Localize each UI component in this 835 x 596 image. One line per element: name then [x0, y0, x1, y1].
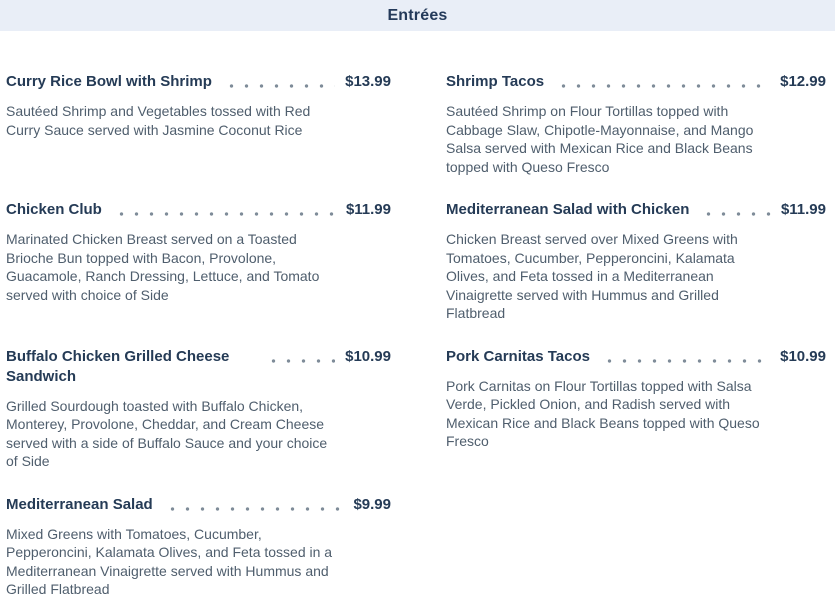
menu-item-buffalo-chicken-grilled-cheese — [6, 347, 391, 471]
item-price: $11.99 — [345, 201, 391, 218]
item-name: Shrimp Tacos — [446, 73, 545, 90]
item-price: $11.99 — [780, 201, 826, 218]
section-title: Entrées — [387, 6, 448, 24]
item-description: Pork Carnitas on Flour Tortillas topped with Salsa Verde, Pickled Onion, and Radish served with Mexican Rice and Black Beans topped with Queso Fresco — [446, 377, 760, 449]
dotted-leader — [222, 72, 335, 92]
menu-item-chicken-club — [6, 200, 391, 304]
item-name: Mediterranean Salad with Chicken — [446, 201, 690, 218]
menu-item-curry-rice-bowl — [6, 72, 391, 139]
dotted-leader — [264, 347, 335, 367]
item-header — [6, 495, 391, 515]
item-name: Pork Carnitas Tacos — [446, 347, 590, 365]
item-description: Marinated Chicken Breast served on a Toasted Brioche Bun topped with Bacon, Provolone, Guacamole, Ranch Dressing, Lettuce, and Tomato served with choice of Side — [6, 231, 320, 303]
item-header — [6, 347, 391, 387]
item-price: $12.99 — [780, 73, 826, 90]
dotted-leader — [600, 347, 770, 367]
item-description: Sautéed Shrimp on Flour Tortillas topped with Cabbage Slaw, Chipotle-Mayonnaise, and Mango Salsa served with Mexican Rice and Black Beans topped with Queso Fresco — [446, 103, 754, 175]
dotted-leader — [112, 200, 336, 220]
item-description: Sautéed Shrimp and Vegetables tossed with Red Curry Sauce served with Jasmine Coconut Rice — [6, 103, 311, 138]
item-price: $10.99 — [780, 347, 826, 365]
dotted-leader — [554, 72, 770, 92]
item-header — [446, 347, 826, 367]
menu-grid — [0, 31, 835, 596]
menu-item-pork-carnitas-tacos — [446, 347, 826, 451]
dotted-leader — [163, 495, 344, 515]
item-header — [446, 200, 826, 220]
menu-item-shrimp-tacos — [446, 72, 826, 176]
item-name: Buffalo Chicken Grilled Cheese Sandwich — [6, 347, 230, 385]
item-price: $10.99 — [345, 347, 391, 365]
item-description: Mixed Greens with Tomatoes, Cucumber, Pepperoncini, Kalamata Olives, and Feta tossed in a Mediterranean Vinaigrette served with Hummus and Grilled Flatbread — [6, 525, 333, 596]
item-price: $9.99 — [353, 495, 391, 513]
menu-item-mediterranean-salad-with-chicken — [446, 200, 826, 323]
item-description: Chicken Breast served over Mixed Greens with Tomatoes, Cucumber, Pepperoncini, Kalamata Olives, and Feta tossed in a Mediterranean Vinaigrette served with Hummus and Grilled Flatbread — [446, 231, 738, 321]
item-name: Chicken Club — [6, 201, 102, 218]
item-header — [6, 200, 391, 220]
menu-section-header — [0, 0, 835, 31]
item-header — [6, 72, 391, 92]
item-price: $13.99 — [345, 73, 391, 90]
item-description: Grilled Sourdough toasted with Buffalo Chicken, Monterey, Provolone, Cheddar, and Cream Cheese served with a side of Buffalo Sauce and your choice of Side — [6, 397, 328, 469]
item-header — [446, 72, 826, 92]
dotted-leader — [699, 200, 771, 220]
menu-item-mediterranean-salad — [6, 495, 391, 596]
item-name: Curry Rice Bowl with Shrimp — [6, 73, 212, 90]
item-name: Mediterranean Salad — [6, 495, 153, 513]
